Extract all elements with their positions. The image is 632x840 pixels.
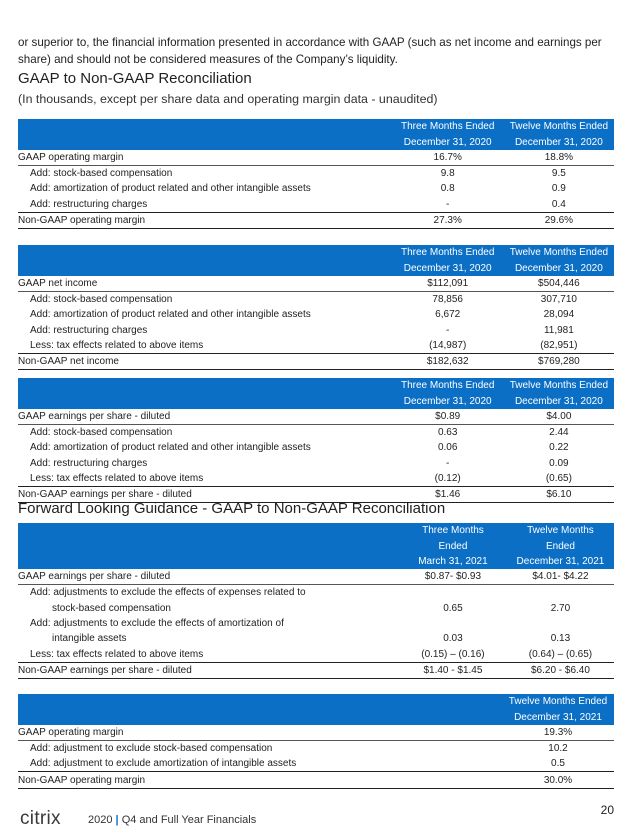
table-row: Add: stock-based compensation 9.8 9.5 (30, 168, 566, 180)
section-title-reconciliation: GAAP to Non-GAAP Reconciliation (18, 70, 252, 87)
section-subtitle: (In thousands, except per share data and operating margin data - unaudited) (18, 92, 438, 106)
table-row: GAAP operating margin 16.7% 18.8% (18, 150, 614, 166)
table-row: GAAP earnings per share - diluted $0.87- $0.93 $4.01- $4.22 (18, 569, 614, 585)
table-row: Add: stock-based compensation 0.63 2.44 (30, 427, 569, 439)
table-row: Add: restructuring charges - 11,981 (30, 324, 574, 336)
table-row: Add: amortization of product related and other intangible assets 6,672 28,094 (30, 309, 575, 321)
table-row: Non-GAAP net income $182,632 $769,280 (18, 354, 614, 370)
table-row: Add: restructuring charges - 0.4 (18, 196, 614, 212)
table-row: GAAP net income $112,091 $504,446 (18, 276, 614, 292)
table-row: Less: tax effects related to above items (0.15) – (0.16) (0.64) – (0.65) (18, 646, 614, 662)
table-row: intangible assets 0.03 0.13 (52, 633, 571, 645)
table-net-income: Three Months Ended Twelve Months Ended December 31, 2020 December 31, 2020 GAAP net income $112,091 $504,446 Add: stock-based compensation 78,856 307,710 Add: amortization of product related and other intangible assets 6,672 28,094 Add: restructuring charges - 11,981 Less: tax effects related to above items (14,987) (82,951) Non-GAAP net income $182,632 $769,280 (18, 245, 614, 370)
table-row: Add: adjustments to exclude the effects of amortization of (30, 618, 284, 630)
footer-separator: | (115, 814, 119, 826)
citrix-logo: citrix (20, 808, 61, 829)
table-row: Non-GAAP operating margin 27.3% 29.6% (18, 212, 614, 228)
footer-text (88, 814, 256, 826)
table-row: Add: stock-based compensation 78,856 307,710 (30, 294, 577, 306)
table-row: Less: tax effects related to above items (0.12) (0.65) (18, 471, 614, 487)
table-row: Non-GAAP operating margin 30.0% (18, 772, 614, 788)
table-row: Non-GAAP earnings per share - diluted $1.46 $6.10 (18, 487, 614, 503)
table-row: Add: adjustment to exclude stock-based compensation 10.2 (30, 743, 568, 755)
section-title-guidance: Forward Looking Guidance - GAAP to Non-GAAP Reconciliation (18, 500, 446, 517)
table-row: GAAP operating margin 19.3% (18, 725, 614, 741)
page-number: 20 (600, 803, 614, 817)
table-guidance-eps: Three Months Twelve Months Ended Ended March 31, 2021 December 31, 2021 GAAP earnings per share - diluted $0.87- $0.93 $4.01- $4.22 Add: adjustments to exclude the effects of expenses related to stock-based compensation 0.65 2.70 Add: adjustments to exclude the effects of amortization of intangible assets 0.03 0.13 Less: tax effects related to above items (0.15) – (0.16) (0.64) – (0.65) Non-GAAP earnings per share - diluted $1.40 - $1.45 $6.20 - $6.40 (18, 523, 614, 679)
table-operating-margin: Three Months Ended Twelve Months Ended December 31, 2020 December 31, 2020 GAAP operating margin 16.7% 18.8% Add: stock-based compensation 9.8 9.5 Add: amortization of product related and other intangible assets 0.8 0.9 Add: restructuring charges - 0.4 Non-GAAP operating margin 27.3% 29.6% (18, 119, 614, 229)
table-row: Add: restructuring charges - 0.09 (30, 457, 569, 469)
table-guidance-margin: Twelve Months Ended December 31, 2021 GAAP operating margin 19.3% Add: adjustment to exclude stock-based compensation 10.2 Add: adjustment to exclude amortization of intangible assets 0.5 Non-GAAP operating margin 30.0% (18, 694, 614, 789)
intro-paragraph: or superior to, the financial information presented in accordance with GAAP (such as net income and earnings per share) and should not be considered measures of the Company’s liquidity. (18, 36, 602, 66)
footer-title: Q4 and Full Year Financials (121, 814, 257, 826)
table-row: Less: tax effects related to above items (14,987) (82,951) (18, 338, 614, 354)
table-row: Add: amortization of product related and other intangible assets 0.8 0.9 (30, 183, 566, 195)
table-row: Non-GAAP earnings per share - diluted $1.40 - $1.45 $6.20 - $6.40 (18, 662, 614, 678)
table-row: Add: adjustments to exclude the effects of expenses related to (30, 587, 306, 599)
table-row: Add: amortization of product related and other intangible assets 0.06 0.22 (30, 442, 569, 454)
table-row: stock-based compensation 0.65 2.70 (52, 602, 571, 614)
table-eps: Three Months Ended Twelve Months Ended December 31, 2020 December 31, 2020 GAAP earnings per share - diluted $0.89 $4.00 Add: stock-based compensation 0.63 2.44 Add: amortization of product related and other intangible assets 0.06 0.22 Add: restructuring charges - 0.09 Less: tax effects related to above items (0.12) (0.65) Non-GAAP earnings per share - diluted $1.46 $6.10 (18, 378, 614, 503)
table-row: Add: adjustment to exclude amortization of intangible assets 0.5 (18, 756, 614, 772)
table-row: GAAP earnings per share - diluted $0.89 $4.00 (18, 409, 614, 425)
footer-year: 2020 (88, 814, 113, 826)
